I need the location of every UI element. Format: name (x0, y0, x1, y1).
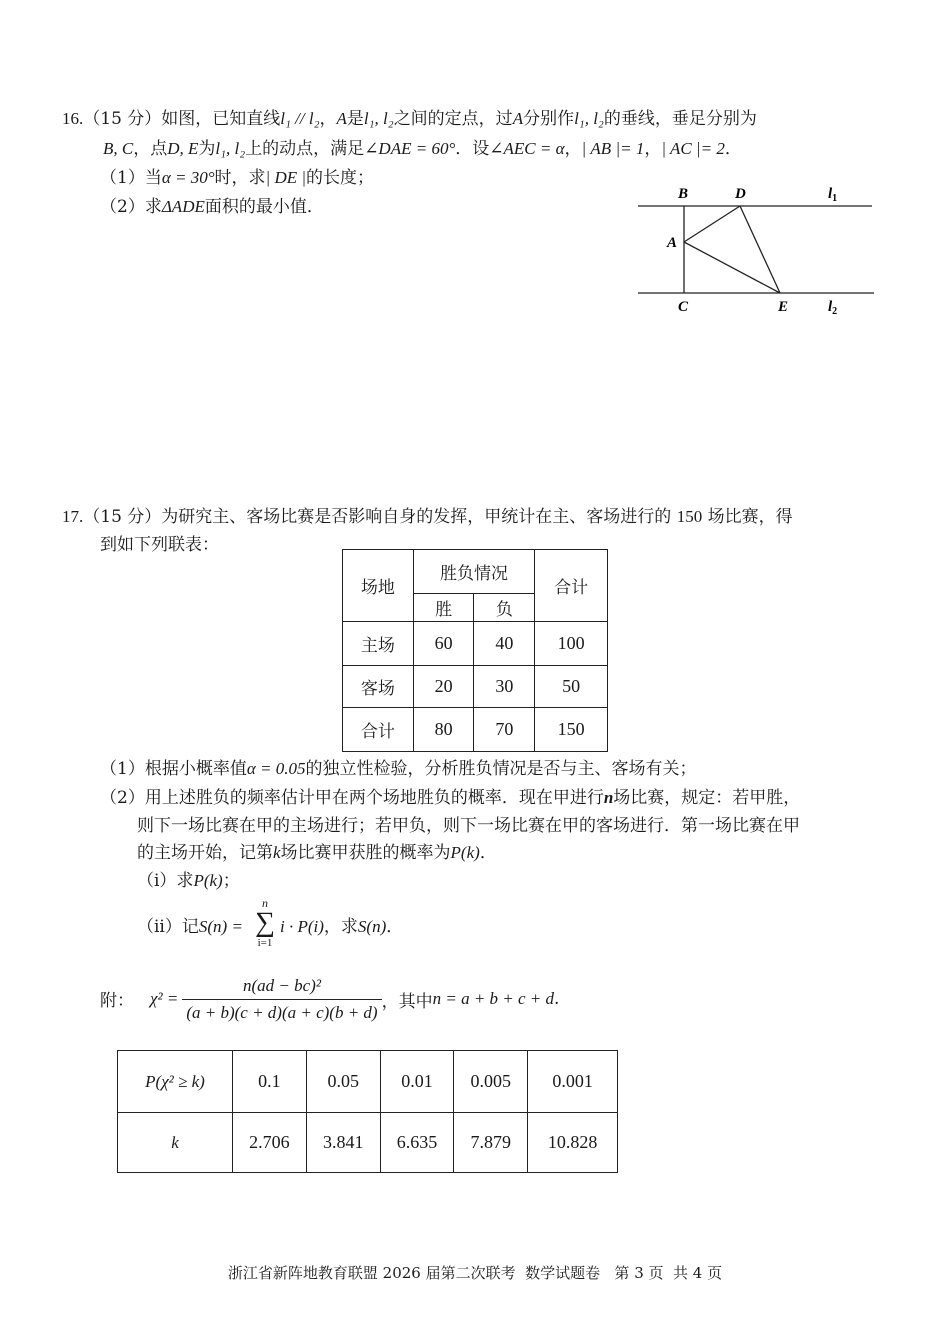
q17-number: 17. (62, 507, 84, 526)
q17-part-text: 的独立性检验，分析胜负情况是否与主、客场有关； (305, 759, 697, 779)
q16-part-text: 的长度； (306, 168, 375, 188)
q16-part1-label: （1） (100, 168, 145, 188)
row-label: 客场 (343, 666, 414, 708)
q17-part-text: 求 (176, 871, 194, 891)
chi-numerator: n(ad − bc)² (182, 976, 381, 1000)
q16-stem-text: ， (319, 109, 337, 129)
q16-part-text: 时，求 (214, 168, 266, 188)
q16-score: （15 分） (83, 109, 162, 129)
q16-stem-text: 分别作 (523, 109, 575, 129)
q16-angle-aec: ∠AEC = α (489, 139, 565, 158)
q16-point-a: A (336, 109, 347, 128)
critical-value-table (117, 1050, 618, 1173)
k-value: 3.841 (306, 1113, 380, 1173)
sum-upper: n (262, 896, 268, 910)
q16-part-text: 求 (144, 197, 162, 217)
label-a: A (667, 235, 678, 251)
q17-sum-term: i · P(i) (280, 917, 324, 936)
table-row (118, 1113, 618, 1173)
q16-stem-text: 之间的定点，过 (393, 109, 513, 129)
q16-lines-expr: l₁, l₂ (215, 139, 246, 158)
k-value: 2.706 (233, 1113, 307, 1173)
q17-line1 (62, 502, 793, 527)
q16-point-a: A (512, 109, 524, 128)
q16-stem-text: ， (644, 139, 662, 159)
page-footer: 浙江省新阵地教育联盟 2026 届第二次联考 数学试题卷 第 3 页 共 4 页 (227, 1264, 723, 1282)
q17-sub2 (137, 912, 243, 937)
q16-angle-dae: ∠DAE = 60° (364, 139, 456, 158)
q17-alpha-value: α = 0.05 (246, 759, 306, 778)
cell-win: 80 (413, 708, 474, 752)
label-d: D (735, 186, 746, 202)
chi-denominator: (a + b)(c + d)(a + c)(b + d) (186, 1002, 378, 1022)
q17-sub2-rest (280, 912, 403, 937)
q17-part-text: 用上述胜负的频率估计甲在两个场地胜负的概率．现在甲进行 (144, 788, 604, 808)
p-value: 0.01 (380, 1051, 454, 1113)
segment-ad (684, 206, 740, 242)
q16-part1 (100, 163, 374, 188)
q17-part1 (100, 754, 696, 779)
q16-lines-expr: l₁, l₂ (363, 109, 394, 128)
cell-loss: 70 (474, 708, 535, 752)
q16-stem-text: ． (724, 139, 742, 159)
contingency-table (342, 549, 608, 752)
q17-sub1 (137, 866, 240, 891)
row-label: 主场 (343, 622, 414, 666)
q16-part2 (100, 192, 324, 217)
total-header: 合计 (535, 550, 608, 622)
q16-stem-text: 为 (198, 139, 216, 159)
cell-win: 60 (413, 622, 474, 666)
win-header: 胜 (413, 594, 474, 622)
q17-summation (252, 897, 278, 949)
q17-part-text: ； (222, 871, 240, 891)
chi-where-text: . (554, 989, 560, 1009)
chi-lhs: χ² = (150, 989, 179, 1008)
q16-stem-text: 的垂线，垂足分别为 (603, 109, 757, 129)
cell-total: 100 (535, 622, 608, 666)
q17-part2-line2: 则下一场比赛在甲的主场进行；若甲负，则下一场比赛在甲的客场进行．第一场比赛在甲 (137, 816, 800, 836)
cell-loss: 40 (474, 622, 535, 666)
q16-number: 16. (62, 109, 84, 128)
q17-part-text: 的主场开始，记第 (137, 843, 273, 863)
label-e: E (778, 299, 789, 315)
q17-line2: 到如下列联表： (100, 535, 219, 555)
q16-lines-expr: l₁, l₂ (574, 109, 604, 128)
q16-stem-text: ．设 (455, 139, 490, 159)
q17-part-text: ． (479, 843, 497, 863)
q16-stem-text: 上的动点，满足 (245, 139, 365, 159)
q16-stem-text: ，点 (133, 139, 168, 159)
venue-header: 场地 (343, 550, 414, 622)
cell-total: 150 (535, 708, 608, 752)
q17-sub2-label: （ii） (137, 917, 182, 937)
q16-stem-text: 如图，已知直线 (161, 109, 281, 129)
appendix-label: 附： (100, 991, 134, 1011)
label-l1: $l_1$ (828, 186, 838, 204)
q17-var-k: k (273, 843, 281, 862)
q16-points-de: D, E (167, 139, 199, 158)
q17-var-n: n (603, 788, 614, 807)
label-l2: $l_2$ (828, 299, 838, 317)
k-row-label: k (118, 1113, 233, 1173)
table-row (343, 708, 608, 752)
q17-part2-label: （2） (100, 788, 145, 808)
q17-stem-text: 为研究主、客场比赛是否影响自身的发挥，甲统计在主、客场进行的 (161, 507, 672, 527)
q17-sn-def: S(n) = (198, 917, 243, 936)
q17-part2-line1 (100, 783, 800, 808)
loss-header: 负 (474, 594, 535, 622)
row-label: 合计 (343, 708, 414, 752)
q16-length-de: | DE | (265, 168, 307, 187)
q17-part-text: 场比赛，规定：若甲胜， (613, 788, 801, 808)
q17-part1-label: （1） (100, 759, 145, 779)
p-value: 0.001 (528, 1051, 618, 1113)
table-row (343, 666, 608, 708)
q17-sub1-label: （i） (137, 871, 177, 891)
cell-total: 50 (535, 666, 608, 708)
q17-pk: P(k) (193, 871, 223, 890)
k-value: 10.828 (528, 1113, 618, 1173)
q16-stem-text: 是 (346, 109, 364, 129)
chi-where-text: ，其中 (381, 991, 433, 1012)
segment-ae (684, 242, 780, 293)
cell-win: 20 (413, 666, 474, 708)
q16-parallel-expr: l₁ // l₂ (280, 109, 320, 128)
q17-sn: S(n) (357, 917, 387, 936)
q16-line2 (103, 134, 742, 159)
segment-de (740, 206, 780, 293)
label-c: C (678, 299, 689, 315)
q17-part-text: ． (386, 917, 404, 937)
k-value: 7.879 (454, 1113, 528, 1173)
q16-length-ab: | AB |= 1 (581, 139, 645, 158)
p-value: 0.005 (454, 1051, 528, 1113)
chi-n-sum: n = a + b + c + d (432, 989, 555, 1008)
p-value: 0.1 (233, 1051, 307, 1113)
label-b: B (678, 186, 689, 202)
table-row (118, 1051, 618, 1113)
sum-lower: i=1 (257, 937, 273, 949)
k-value: 6.635 (380, 1113, 454, 1173)
q16-part2-label: （2） (100, 197, 145, 217)
result-header: 胜负情况 (413, 550, 535, 594)
q17-stem-text: 场比赛，得 (707, 507, 793, 527)
q16-points-bc: B, C (103, 139, 134, 158)
q17-part-text: 根据小概率值 (144, 759, 247, 779)
chi-fraction (182, 976, 381, 1023)
q17-part-text: ，求 (323, 917, 358, 937)
q16-figure (630, 178, 880, 318)
q16-triangle: ΔADE (161, 197, 205, 216)
cell-loss: 30 (474, 666, 535, 708)
q17-pk: P(k) (450, 843, 480, 862)
p-row-label: P(χ² ≥ k) (118, 1051, 233, 1113)
q17-part2-line3 (137, 838, 497, 863)
chi-square-formula (150, 971, 559, 1027)
q17-match-count: 150 (676, 507, 703, 526)
q16-length-ac: | AC |= 2 (661, 139, 725, 158)
sum-symbol: ∑ (255, 907, 275, 938)
q16-stem-text: ， (564, 139, 582, 159)
q17-score: （15 分） (83, 507, 162, 527)
q16-part-text: 面积的最小值． (204, 197, 324, 217)
q17-part-text: 记 (181, 917, 199, 937)
q17-part-text: 场比赛甲获胜的概率为 (280, 843, 451, 863)
q16-alpha-value: α = 30° (161, 168, 215, 187)
q16-part-text: 当 (144, 168, 162, 188)
table-row (343, 622, 608, 666)
q16-line1 (62, 104, 757, 129)
p-value: 0.05 (306, 1051, 380, 1113)
